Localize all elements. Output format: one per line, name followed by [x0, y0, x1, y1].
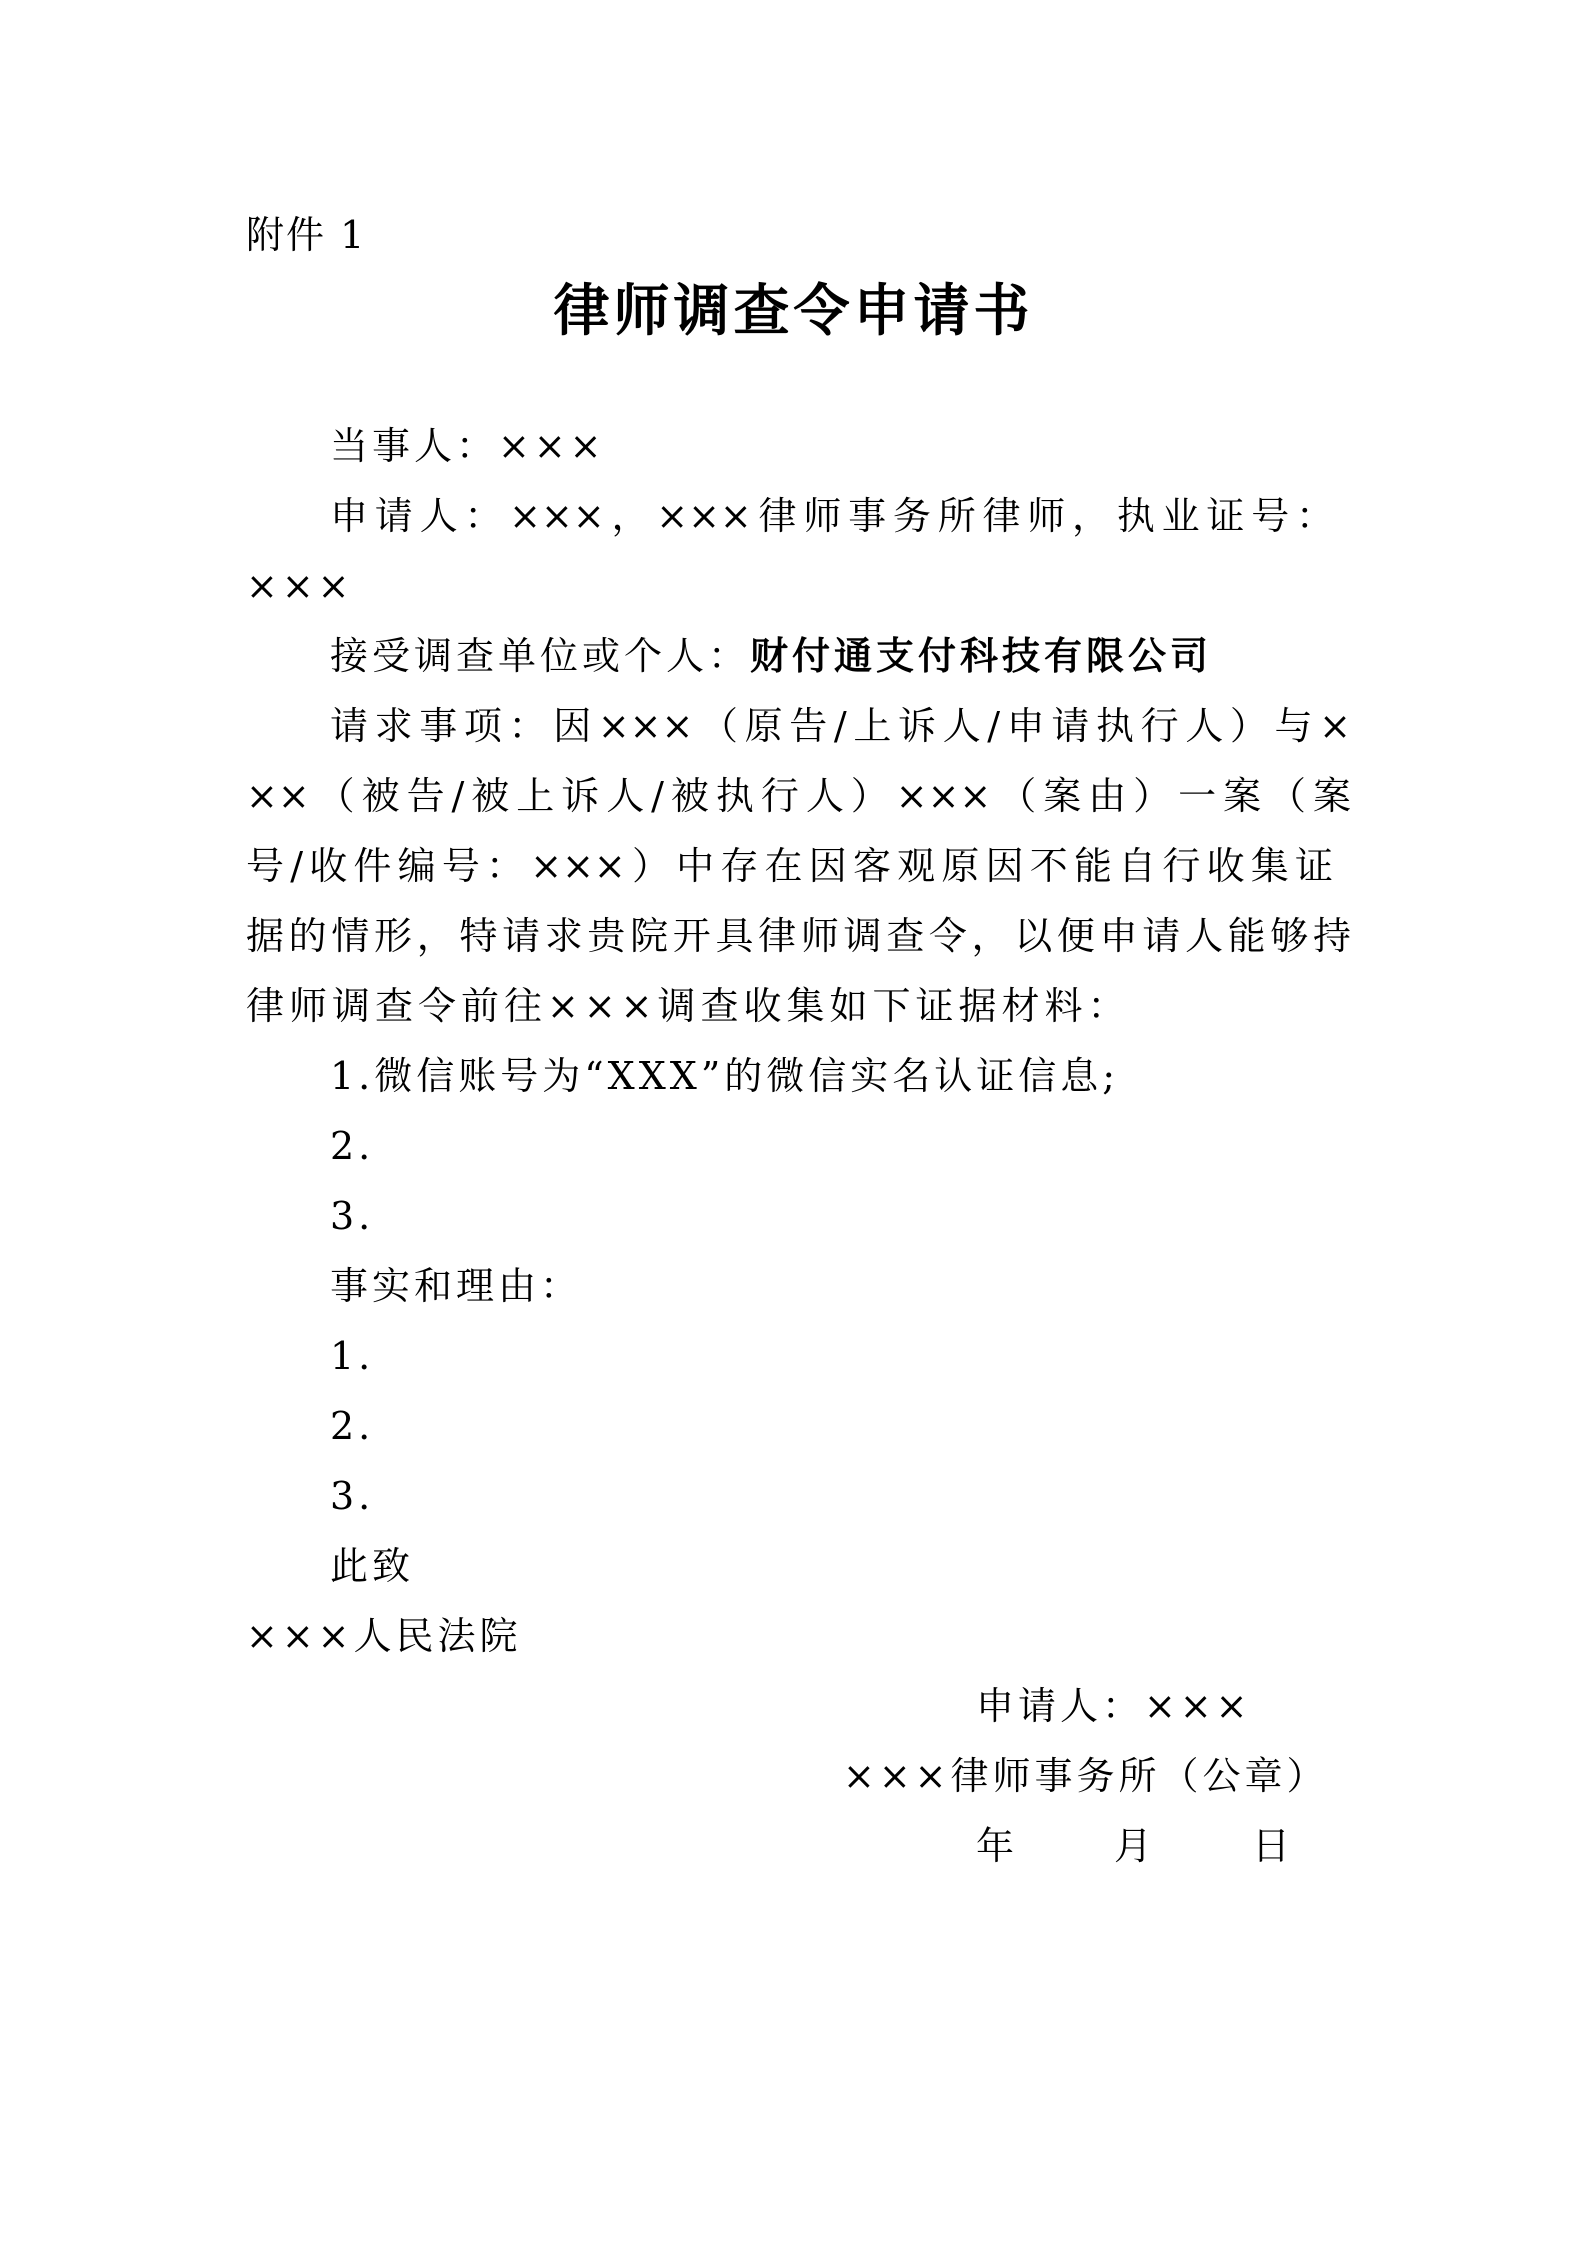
closing-salutation: 此致: [330, 1544, 415, 1588]
request-line-3: 号/收件编号：×××）中存在因客观原因不能自行收集证: [246, 844, 1333, 888]
request-line-2: ××（被告/被上诉人/被执行人）×××（案由）一案（案: [246, 774, 1351, 818]
party-line: 当事人：×××: [330, 424, 606, 468]
facts-item-1: 1.: [330, 1334, 375, 1378]
request-line-4: 据的情形，特请求贵院开具律师调查令，以便申请人能够持: [246, 914, 1351, 958]
facts-item-2: 2.: [330, 1404, 375, 1448]
evidence-item-3: 3.: [330, 1194, 375, 1238]
applicant-line-2: ×××: [246, 564, 354, 608]
signature-date: 年 月 日: [976, 1824, 1299, 1868]
request-line-1: 请求事项：因×××（原告/上诉人/申请执行人）与×: [330, 704, 1351, 748]
evidence-item-2: 2.: [330, 1124, 375, 1168]
signature-law-firm: ×××律师事务所（公章）: [843, 1754, 1329, 1798]
facts-label: 事实和理由：: [330, 1264, 583, 1308]
investigated-party-value: 财付通支付科技有限公司: [750, 633, 1213, 678]
signature-applicant: 申请人：×××: [976, 1684, 1252, 1728]
investigated-party-label: 接受调查单位或个人：: [330, 634, 751, 678]
facts-item-3: 3.: [330, 1474, 375, 1518]
document-title: 律师调查令申请书: [553, 278, 1034, 344]
applicant-line-1: 申请人：×××，×××律师事务所律师，执业证号：: [330, 494, 1334, 538]
court-name: ×××人民法院: [246, 1614, 522, 1658]
evidence-item-1: 1.微信账号为“XXX”的微信实名认证信息;: [330, 1054, 1120, 1098]
investigated-party-line: [330, 633, 1212, 679]
attachment-label: 附件 1: [246, 213, 367, 257]
request-line-5: 律师调查令前往×××调查收集如下证据材料：: [246, 984, 1131, 1028]
